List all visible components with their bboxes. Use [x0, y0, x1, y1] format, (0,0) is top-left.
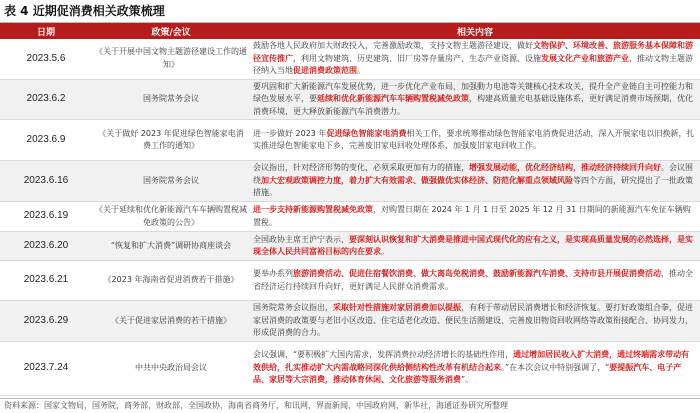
policy-table [0, 23, 700, 396]
row-content [250, 39, 700, 79]
highlight-text: 促进绿色智能家电消费 [326, 128, 407, 138]
row-policy: 国务院常务会议 [92, 79, 250, 120]
row-date: 2023.7.24 [0, 341, 92, 395]
row-date: 2023.6.2 [0, 79, 92, 120]
row-date: 2023.6.9 [0, 120, 92, 161]
table-row [0, 39, 700, 79]
highlight-text: 要深刻认识恢复和扩大消费是推进中国式现代化的应有之义，是实现高质量发展的必然选择，是实现全体人民共同富裕目标的内在要求 [253, 234, 693, 256]
content-text: ”。 [461, 375, 474, 385]
highlight-text: 增强发展动能，优化经济结构，推动经济持续回升向好 [469, 163, 661, 173]
content-text: 要巩固和扩大新能源汽车发展优势，进一步优化产业布局，加强動力电池等关键核心技术攻关，提升全产业链自主可控能力和绿色发展水平，要 [253, 81, 693, 103]
row-date: 2023.6.29 [0, 301, 92, 342]
header-content: 相关内容 [250, 23, 700, 39]
highlight-text: 发展文化产业和旅游产业 [541, 53, 629, 63]
source-note: 资料来源：国家文物局，国务院，商务部，财政部，全国政协，海南省商务厅，和讯网，界面新闻，中国政府网，新华社，海通证券研究所整理 [0, 398, 700, 413]
table-row [0, 341, 700, 395]
content-text: 。”在本次会议中特别强调了，“ [501, 362, 610, 372]
row-policy: 《关于促进家居消费的若干措施》 [92, 301, 250, 342]
row-policy: 《2023 年海南省促进消费若干措施》 [92, 261, 250, 301]
content-text: ，推动全省经济运行持续回升向好，更好满足人民群众消费需求。 [253, 269, 693, 291]
row-content [250, 120, 700, 161]
content-text: 。 [357, 66, 365, 75]
highlight-text: 进一步支持新能源购置税减免政策 [253, 205, 373, 214]
content-text: 相关工作，要求统筹推动绿色智能家电消费促进活动，深入开展家电以旧换新，扎实推进绿色智能家电下乡，完善废旧家电回收处理体系，加强废旧家电回收工作。 [253, 128, 695, 150]
table-row [0, 232, 700, 261]
highlight-text: 要提振汽车、电子产品、家居等大宗消费，推动体育休闲、文化旅游等服务消费 [253, 362, 682, 385]
table-row [0, 301, 700, 342]
header-policy: 政策/会议 [92, 23, 250, 39]
content-text: 全国政协主席王沪宁表示， [253, 234, 349, 244]
content-text: 会议强调，“要积极扩大国内需求，发挥消费拉动经济增长的基础性作用， [253, 350, 514, 360]
row-policy: 《关于开展中国文物主题游径建设工作的通知》 [92, 39, 250, 79]
highlight-text: 加大宏观政策调控力度，着力扩大有效需求、做强做优实体经济、防范化解重点领域风险 [261, 175, 573, 185]
row-content [250, 202, 700, 232]
row-date: 2023.5.6 [0, 39, 92, 79]
content-text: 进一步做好 2023 年 [253, 128, 327, 138]
highlight-text: 文物保护、环境改善、旅游服务基本保障和游径宣传推广 [253, 41, 693, 63]
row-date: 2023.6.19 [0, 202, 92, 232]
highlight-text: 促进消费政策范围 [293, 66, 357, 75]
row-date: 2023.6.20 [0, 232, 92, 261]
row-date: 2023.6.21 [0, 261, 92, 301]
row-content [250, 161, 700, 202]
row-policy: 《关于做好 2023 年促进绿色智能家电消费工作的通知》 [92, 120, 250, 161]
content-text: ，利用文物建筑、历史建筑、旧厂房等存量房产、生态产业资源、设施 [293, 53, 541, 63]
content-text: ，有利于带动居民消费增长和经济恢复。要打好政策组合拳，促进家居消费的政策要与老旧小区改造、住宅适老化改造、便民生活圈建设、完善废旧物资回收网络等政策衔接配合、协同发力，形成促消费的合力。 [253, 303, 693, 337]
highlight-text: 旅游消费活动、促进住宿餐饮消费、做大离岛免税消费、鼓励新能源汽车消费、支持市县开展促消费活动 [293, 269, 661, 278]
row-content [250, 261, 700, 301]
content-text: ，构建高质量充电基础设施体系，更好满足消费市场预期，优化消费环境，更大释放新能源汽车消费潜力。 [253, 94, 693, 116]
table-row [0, 261, 700, 301]
content-text: 鼓励各地人民政府加大财政投入，完善激励政策，支持文物主题游径建设，做好 [253, 41, 533, 50]
row-policy: “恢复和扩大消费”调研协商座谈会 [92, 232, 250, 261]
content-text: ，对购置日期在 2024 年 1 月 1 日至 2025 年 12 月 31 日期间的新能源汽车免征车辆购置税。 [253, 205, 691, 227]
row-date: 2023.6.16 [0, 161, 92, 202]
content-text: 。会议围绕 [253, 163, 693, 185]
highlight-text: 延续和优化新能源汽车车辆购置税减免政策 [317, 94, 469, 103]
content-text: ，推动文物主题游径纳入当地 [253, 53, 693, 75]
header-date: 日期 [0, 23, 92, 39]
row-content [250, 341, 700, 395]
content-text: 国务院常务会议指出， [253, 303, 333, 312]
row-policy: 中共中央政治局会议 [92, 341, 250, 395]
row-content [250, 79, 700, 120]
content-text: 等四个方面，研究提出了一批政策措施。 [253, 175, 693, 198]
table-row [0, 161, 700, 202]
table-row [0, 202, 700, 232]
table-row [0, 120, 700, 161]
content-text: 。 [381, 247, 389, 256]
table-header-row [0, 23, 700, 39]
row-content [250, 301, 700, 342]
table-row [0, 79, 700, 120]
content-text: 要举办系列 [253, 269, 293, 278]
table-title: 表 4 近期促消费相关政策梳理 [0, 0, 700, 23]
content-text: 会议指出，针对经济形势的变化，必须采取更加有力的措施， [253, 163, 469, 173]
row-policy: 国务院常务会议 [92, 161, 250, 202]
highlight-text: 通过增加居民收入扩大消费，通过终端需求带动有效供给，扎实推动扩大内需战略同深化供给侧结构性改革有机结合起来 [253, 350, 690, 372]
row-policy: 《关于延续和优化新能源汽车车辆购置税减免政策的公告》 [92, 202, 250, 232]
highlight-text: 采取针对性措施对家居消费加以提振 [333, 303, 461, 312]
row-content [250, 232, 700, 261]
